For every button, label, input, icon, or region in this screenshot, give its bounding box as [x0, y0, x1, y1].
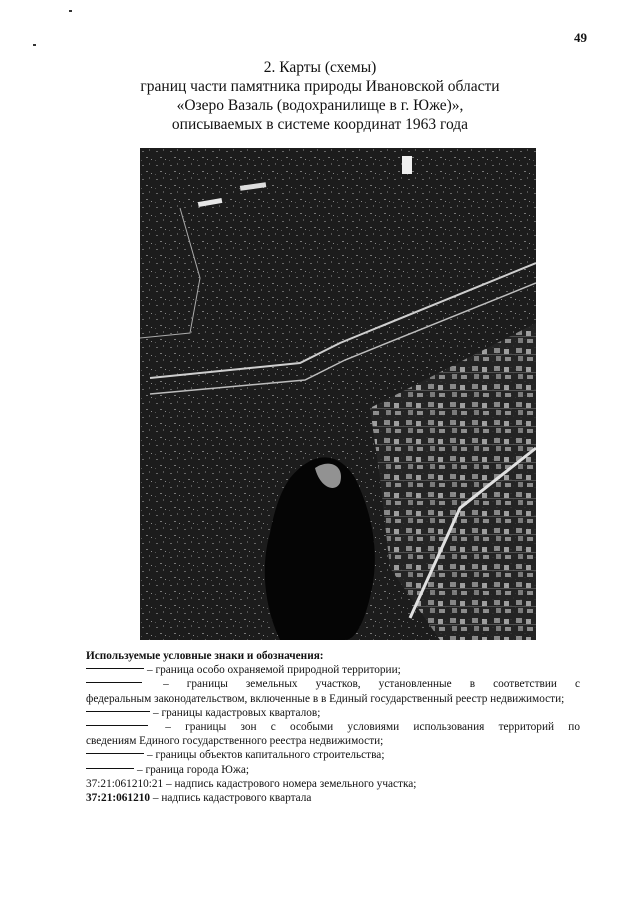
legend-heading: Используемые условные знаки и обозначения:	[86, 650, 324, 662]
boundary-line-symbol	[86, 668, 144, 669]
legend-item-text: – границы объектов капитального строительства;	[147, 749, 385, 762]
legend-item	[86, 777, 580, 791]
title-line: 2. Карты (схемы)	[263, 59, 377, 76]
page-number: 49	[574, 30, 587, 45]
legend	[86, 649, 580, 805]
legend-item-text: – границы кадастровых кварталов;	[153, 706, 321, 719]
title-line: границ части памятника природы Ивановской области	[140, 78, 500, 95]
legend-item-text: сведениям Единого государственного реестра недвижимости;	[86, 735, 384, 748]
cadastral-quarter-sample: 37:21:061210	[86, 792, 151, 805]
scan-mark	[33, 44, 36, 46]
boundary-line-symbol	[86, 768, 134, 769]
boundary-line-symbol	[86, 711, 150, 712]
boundary-line-symbol	[86, 682, 142, 683]
boundary-line-symbol	[86, 725, 148, 726]
boundary-line-symbol	[86, 753, 144, 754]
aerial-map-image	[140, 148, 536, 640]
legend-item	[86, 720, 580, 734]
legend-item	[86, 748, 580, 762]
legend-item	[86, 663, 580, 677]
page-title	[0, 58, 640, 134]
title-line: описываемых в системе координат 1963 года	[171, 116, 469, 133]
legend-item	[86, 706, 580, 720]
legend-item-text: – граница особо охраняемой природной территории;	[147, 664, 401, 677]
legend-item-text: – граница города Южа;	[137, 763, 250, 776]
legend-item	[86, 677, 580, 691]
title-line: «Озеро Вазаль (водохранилище в г. Юже)»,	[176, 97, 464, 114]
scan-mark	[69, 10, 72, 12]
legend-item-text: федеральным законодательством, включенные в в Единый государственный реестр недвижимости;	[86, 692, 565, 705]
legend-item-text: – границы зон с особыми условиями использования территорий по	[165, 721, 580, 734]
legend-item-text: – надпись кадастрового номера земельного участка;	[163, 777, 417, 790]
legend-item	[86, 763, 580, 777]
cadastral-number-sample: 37:21:061210:21	[86, 777, 164, 790]
legend-item-text: – надпись кадастрового квартала	[150, 792, 312, 805]
legend-item	[86, 791, 580, 805]
legend-item-text: – границы земельных участков, установленные в соответствии с	[163, 678, 581, 691]
